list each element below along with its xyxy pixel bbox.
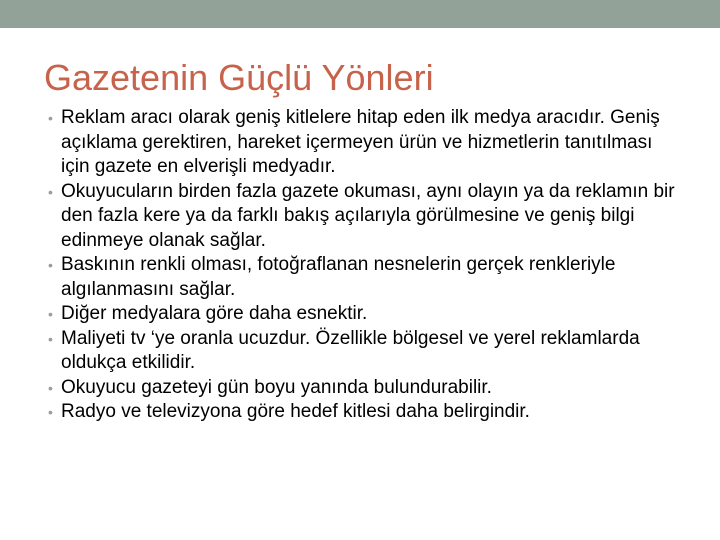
bullet-dot-icon: •	[48, 257, 53, 273]
bullet-dot-icon: •	[48, 183, 53, 200]
slide-title: Gazetenin Güçlü Yönleri	[44, 57, 434, 98]
bullet-text: Baskının renkli olması, fotoğraflanan nesnelerin gerçek renkleriyle algılanmasını sağlar.	[61, 254, 616, 300]
bullet-text: Diğer medyalara göre daha esnektir.	[61, 303, 368, 324]
bullet-item	[46, 302, 686, 327]
bullet-dot-icon: •	[48, 330, 53, 347]
bullet-item	[46, 327, 686, 376]
bullet-dot-icon: •	[48, 404, 53, 420]
top-accent-bar	[0, 0, 720, 28]
bullet-text: Maliyeti tv ‘ye oranla ucuzdur. Özellikle bölgesel ve yerel reklamlarda oldukça etkilidir.	[61, 327, 640, 373]
bullet-item	[46, 376, 686, 401]
bullet-item	[46, 180, 686, 254]
bullet-text: Reklam aracı olarak geniş kitlelere hitap eden ilk medya aracıdır. Geniş açıklama gerektiren, hareket içermeyen ürün ve hizmetlerin tanıtılması için gazete en elverişli medyadır.	[61, 107, 660, 177]
bullet-text: Okuyucuların birden fazla gazete okuması, aynı olayın ya da reklamın bir den fazla kere ya da farklı bakış açılarıyla görülmesine ve geniş bilgi edinmeye olanak sağlar.	[61, 180, 675, 251]
bullet-item	[46, 106, 686, 180]
bullet-list	[46, 106, 686, 425]
bullet-dot-icon: •	[48, 379, 53, 396]
bullet-text: Okuyucu gazeteyi gün boyu yanında bulundurabilir.	[61, 376, 492, 398]
bullet-item	[46, 400, 686, 425]
bullet-dot-icon: •	[48, 110, 53, 126]
bullet-dot-icon: •	[48, 306, 53, 322]
bullet-item	[46, 253, 686, 302]
bullet-text: Radyo ve televizyona göre hedef kitlesi daha belirgindir.	[61, 401, 530, 422]
